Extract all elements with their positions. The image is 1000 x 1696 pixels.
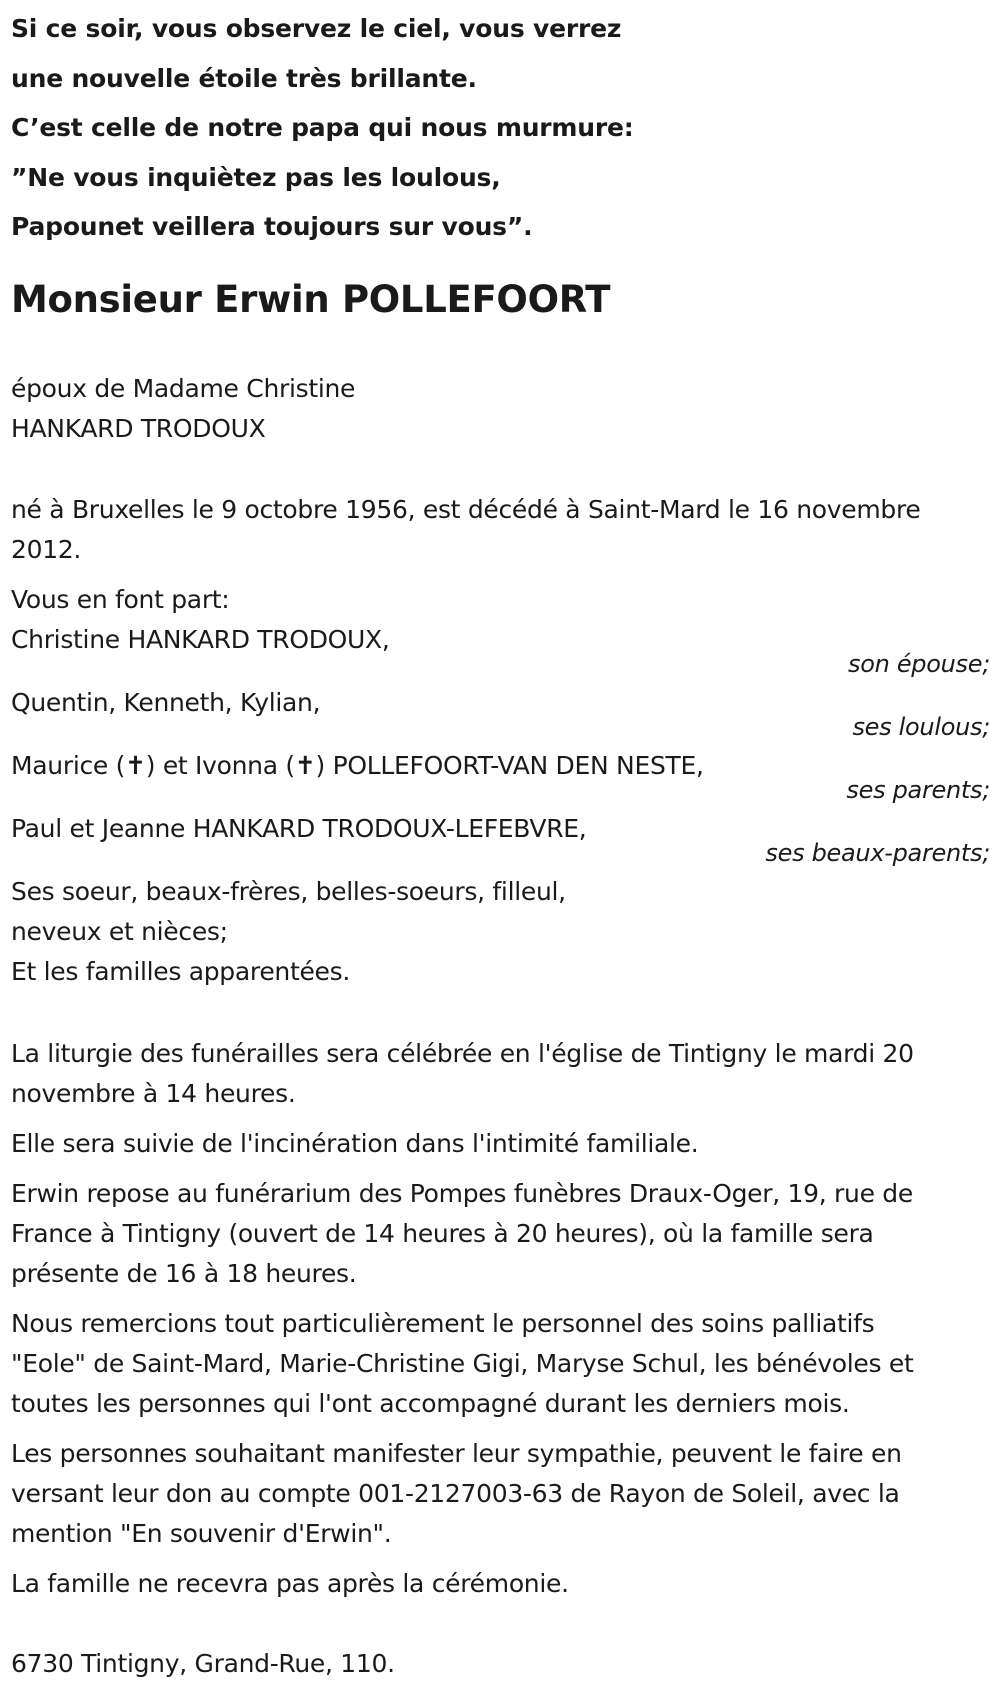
announcement-intro: Vous en font part: bbox=[11, 585, 230, 614]
birth-death-line: né à Bruxelles le 9 octobre 1956, est décédé à Saint-Mard le 16 novembre bbox=[11, 495, 921, 524]
spouse-line: époux de Madame Christine bbox=[11, 374, 356, 403]
deceased-name: Monsieur Erwin POLLEFOORT bbox=[11, 278, 611, 321]
thanks-line: Nous remercions tout particulièrement le personnel des soins palliatifs bbox=[11, 1309, 875, 1338]
liturgy-line: La liturgie des funérailles sera célébrée en l'église de Tintigny le mardi 20 bbox=[11, 1039, 914, 1068]
poem-line: Papounet veillera toujours sur vous”. bbox=[11, 212, 533, 241]
thanks-line: "Eole" de Saint-Mard, Marie-Christine Gigi, Maryse Schul, les bénévoles et bbox=[11, 1349, 914, 1378]
mourner-role: son épouse; bbox=[848, 650, 990, 678]
repose-line: présente de 16 à 18 heures. bbox=[11, 1259, 357, 1288]
relatives-line: neveux et nièces; bbox=[11, 917, 228, 946]
mourner-names: Maurice (✝) et Ivonna (✝) POLLEFOORT-VAN DEN NESTE, bbox=[11, 751, 704, 780]
repose-line: France à Tintigny (ouvert de 14 heures à 20 heures), où la famille sera bbox=[11, 1219, 874, 1248]
mourner-names: Quentin, Kenneth, Kylian, bbox=[11, 688, 321, 717]
donation-line: mention "En souvenir d'Erwin". bbox=[11, 1519, 392, 1548]
mourner-role: ses loulous; bbox=[852, 713, 990, 741]
mourner-names: Christine HANKARD TRODOUX, bbox=[11, 625, 390, 654]
poem-line: une nouvelle étoile très brillante. bbox=[11, 63, 477, 93]
thanks-line: toutes les personnes qui l'ont accompagné durant les derniers mois. bbox=[11, 1389, 850, 1418]
mourner-role: ses beaux-parents; bbox=[765, 839, 990, 867]
poem-line: ”Ne vous inquiètez pas les loulous, bbox=[11, 162, 501, 192]
poem-line: C’est celle de notre papa qui nous murmure: bbox=[11, 113, 634, 142]
spouse-line: HANKARD TRODOUX bbox=[11, 414, 266, 443]
liturgy-line: novembre à 14 heures. bbox=[11, 1079, 296, 1108]
mourner-names: Paul et Jeanne HANKARD TRODOUX-LEFEBVRE, bbox=[11, 814, 587, 843]
cremation-line: Elle sera suivie de l'incinération dans l'intimité familiale. bbox=[11, 1129, 699, 1158]
poem bbox=[11, 4, 971, 252]
donation-line: Les personnes souhaitant manifester leur sympathie, peuvent le faire en bbox=[11, 1439, 902, 1468]
families-line: Et les familles apparentées. bbox=[11, 957, 350, 986]
no-reception-line: La famille ne recevra pas après la cérémonie. bbox=[11, 1569, 569, 1598]
address-line: 6730 Tintigny, Grand-Rue, 110. bbox=[11, 1649, 395, 1678]
donation-line: versant leur don au compte 001-2127003-63 de Rayon de Soleil, avec la bbox=[11, 1479, 900, 1508]
birth-death-line: 2012. bbox=[11, 535, 82, 564]
relatives-line: Ses soeur, beaux-frères, belles-soeurs, filleul, bbox=[11, 877, 566, 906]
mourner-role: ses parents; bbox=[846, 776, 990, 804]
poem-line: Si ce soir, vous observez le ciel, vous verrez bbox=[11, 14, 622, 43]
repose-line: Erwin repose au funérarium des Pompes funèbres Draux-Oger, 19, rue de bbox=[11, 1179, 913, 1208]
